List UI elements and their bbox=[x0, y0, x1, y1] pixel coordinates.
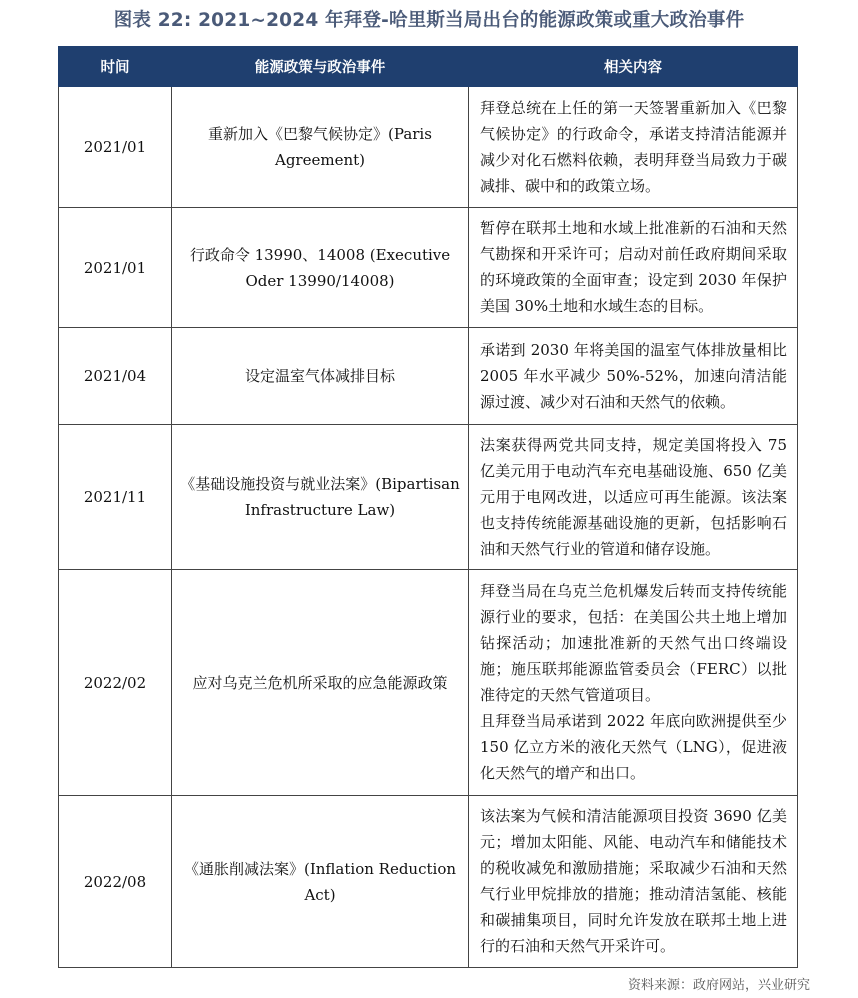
table-row bbox=[59, 328, 798, 425]
row-date: 2021/01 bbox=[59, 208, 172, 328]
content-paragraph: 承诺到 2030 年将美国的温室气体排放量相比 2005 年水平减少 50%-52%，加速向清洁能源过渡、减少对石油和天然气的依赖。 bbox=[480, 340, 787, 411]
row-policy: 重新加入《巴黎气候协定》(Paris Agreement) bbox=[172, 87, 469, 208]
row-date: 2022/02 bbox=[59, 570, 172, 796]
content-paragraph: 拜登当局在乌克兰危机爆发后转而支持传统能源行业的要求，包括：在美国公共土地上增加钻探活动；加速批准新的天然气出口终端设施；施压联邦能源监管委员会（FERC）以批准待定的天然气管道项目。 bbox=[480, 582, 787, 704]
row-policy: 应对乌克兰危机所采取的应急能源政策 bbox=[172, 570, 469, 796]
policy-table bbox=[58, 46, 798, 968]
content-paragraph: 法案获得两党共同支持，规定美国将投入 75 亿美元用于电动汽车充电基础设施、650 亿美元用于电网改进，以适应可再生能源。该法案也支持传统能源基础设施的更新，包括影响石油和天然气行业的管道和储存设施。 bbox=[480, 435, 787, 558]
table-row bbox=[59, 796, 798, 968]
row-policy: 设定温室气体减排目标 bbox=[172, 328, 469, 425]
header-policy: 能源政策与政治事件 bbox=[172, 47, 469, 87]
row-date: 2021/11 bbox=[59, 425, 172, 570]
table-header-row bbox=[59, 47, 798, 87]
row-content bbox=[469, 328, 798, 425]
table-row bbox=[59, 425, 798, 570]
content-paragraph: 该法案为气候和清洁能源项目投资 3690 亿美元；增加太阳能、风能、电动汽车和储能技术的税收减免和激励措施；采取减少石油和天然气行业甲烷排放的措施；推动清洁氢能、核能和碳捕集项目，同时允许发放在联邦土地上进行的石油和天然气开采许可。 bbox=[480, 807, 787, 955]
row-policy: 《基础设施投资与就业法案》(Bipartisan Infrastructure Law) bbox=[172, 425, 469, 570]
row-content bbox=[469, 208, 798, 328]
figure-title: 图表 22: 2021~2024 年拜登-哈里斯当局出台的能源政策或重大政治事件 bbox=[113, 10, 745, 31]
header-time: 时间 bbox=[59, 47, 172, 87]
row-content bbox=[469, 87, 798, 208]
content-paragraph: 且拜登当局承诺到 2022 年底向欧洲提供至少 150 亿立方米的液化天然气（LNG），促进液化天然气的增产和出口。 bbox=[480, 712, 787, 782]
row-date: 2022/08 bbox=[59, 796, 172, 968]
source-note: 资料来源：政府网站，兴业研究 bbox=[627, 978, 810, 993]
table-row bbox=[59, 87, 798, 208]
content-paragraph: 拜登总统在上任的第一天签署重新加入《巴黎气候协定》的行政命令，承诺支持清洁能源并减少对化石燃料依赖，表明拜登当局致力于碳减排、碳中和的政策立场。 bbox=[480, 98, 787, 195]
row-content bbox=[469, 796, 798, 968]
row-date: 2021/04 bbox=[59, 328, 172, 425]
content-paragraph: 暂停在联邦土地和水域上批准新的石油和天然气勘探和开采许可；启动对前任政府期间采取的环境政策的全面审查；设定到 2030 年保护美国 30%土地和水域生态的目标。 bbox=[480, 219, 787, 315]
row-content bbox=[469, 570, 798, 796]
table-row bbox=[59, 570, 798, 796]
row-policy: 《通胀削减法案》(Inflation Reduction Act) bbox=[172, 796, 469, 968]
row-policy: 行政命令 13990、14008 (Executive Oder 13990/14008) bbox=[172, 208, 469, 328]
row-date: 2021/01 bbox=[59, 87, 172, 208]
header-content: 相关内容 bbox=[469, 47, 798, 87]
row-content bbox=[469, 425, 798, 570]
table-row bbox=[59, 208, 798, 328]
